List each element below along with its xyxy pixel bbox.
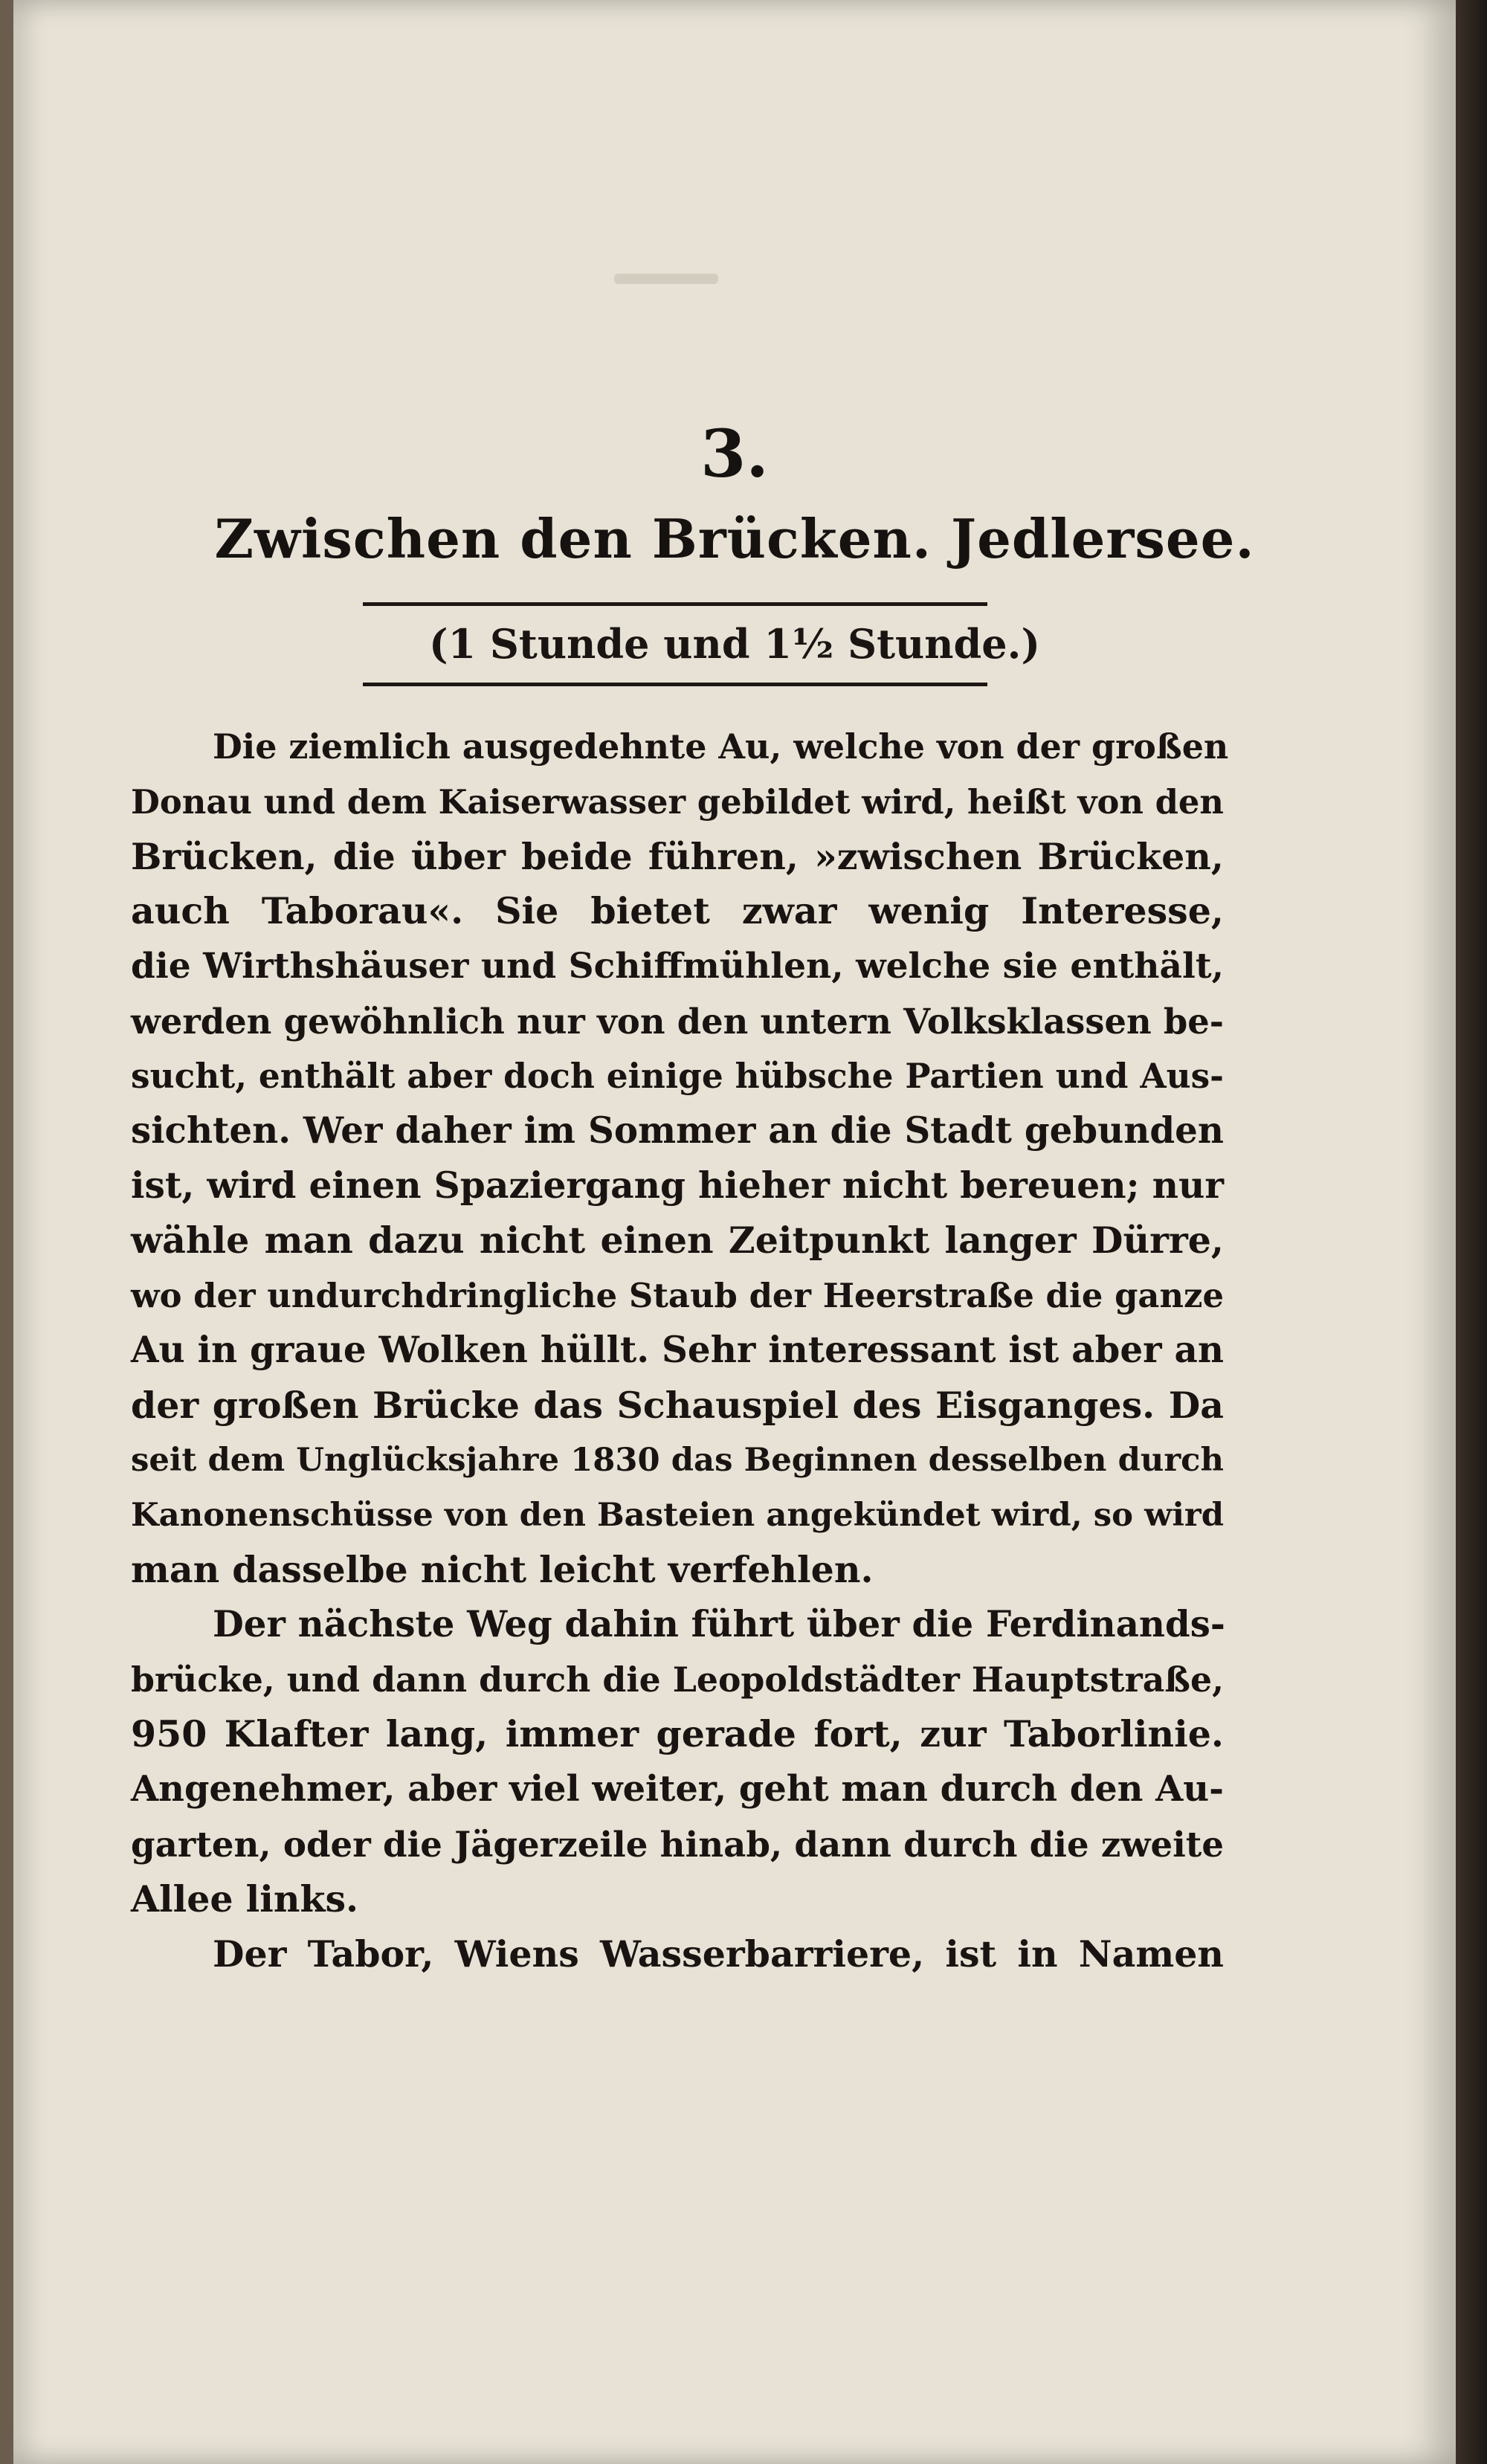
- text-line: sucht, enthält aber doch einige hübsche Partien und Aus-: [131, 1055, 1224, 1096]
- body-text: [131, 720, 1229, 1981]
- text-line: Der Tabor, Wiens Wasserbarriere, ist in Namen: [213, 1932, 1224, 1976]
- book-page: [13, 0, 1456, 2464]
- page-outer-edge: [1456, 0, 1487, 2464]
- text-line: wähle man dazu nicht einen Zeitpunkt langer Dürre,: [131, 1219, 1224, 1262]
- text-line: Brücken, die über beide führen, »zwischen Brücken,: [131, 834, 1224, 878]
- chapter-title: Zwischen den Brücken. Jedlersee.: [214, 507, 1255, 570]
- text-line: man dasselbe nicht leicht verfehlen.: [131, 1547, 874, 1591]
- text-line: werden gewöhnlich nur von den untern Volksklassen be-: [131, 1000, 1224, 1042]
- divider-rule-bottom: [363, 683, 987, 686]
- text-line: 950 Klafter lang, immer gerade fort, zur Taborlinie.: [131, 1712, 1224, 1756]
- text-line: Die ziemlich ausgedehnte Au, welche von der großen: [213, 726, 1229, 767]
- text-line: garten, oder die Jägerzeile hinab, dann durch die zweite: [131, 1823, 1224, 1865]
- text-line: Der nächste Weg dahin führt über die Ferdinands-: [213, 1603, 1225, 1645]
- divider-rule-top: [363, 602, 987, 606]
- page-ornament-mark: [614, 274, 718, 284]
- text-line: Au in graue Wolken hüllt. Sehr interessant ist aber an: [131, 1329, 1224, 1371]
- text-line: sichten. Wer daher im Sommer an die Stadt gebunden: [131, 1109, 1224, 1152]
- text-line: seit dem Unglücksjahre 1830 das Beginnen desselben durch: [131, 1441, 1224, 1480]
- page-binding-edge: [0, 0, 13, 2464]
- text-line: die Wirthshäuser und Schiffmühlen, welche sie enthält,: [131, 946, 1224, 987]
- text-line: Kanonenschüsse von den Basteien angekündet wird, so wird: [131, 1496, 1225, 1535]
- text-line: Angenehmer, aber viel weiter, geht man durch den Au-: [131, 1768, 1224, 1810]
- text-line: brücke, und dann durch die Leopoldstädter Hauptstraße,: [131, 1659, 1224, 1700]
- text-line: Donau und dem Kaiserwasser gebildet wird, heißt von den: [131, 781, 1224, 822]
- chapter-number: 3.: [700, 415, 769, 492]
- text-line: ist, wird einen Spaziergang hieher nicht bereuen; nur: [131, 1164, 1224, 1207]
- walk-duration: (1 Stunde und 1½ Stunde.): [429, 620, 1040, 668]
- text-line: Allee links.: [131, 1877, 359, 1920]
- text-line: auch Taborau«. Sie bietet zwar wenig Interesse,: [131, 889, 1224, 933]
- text-line: der großen Brücke das Schauspiel des Eisganges. Da: [131, 1383, 1224, 1427]
- text-line: wo der undurchdringliche Staub der Heerstraße die ganze: [131, 1275, 1224, 1315]
